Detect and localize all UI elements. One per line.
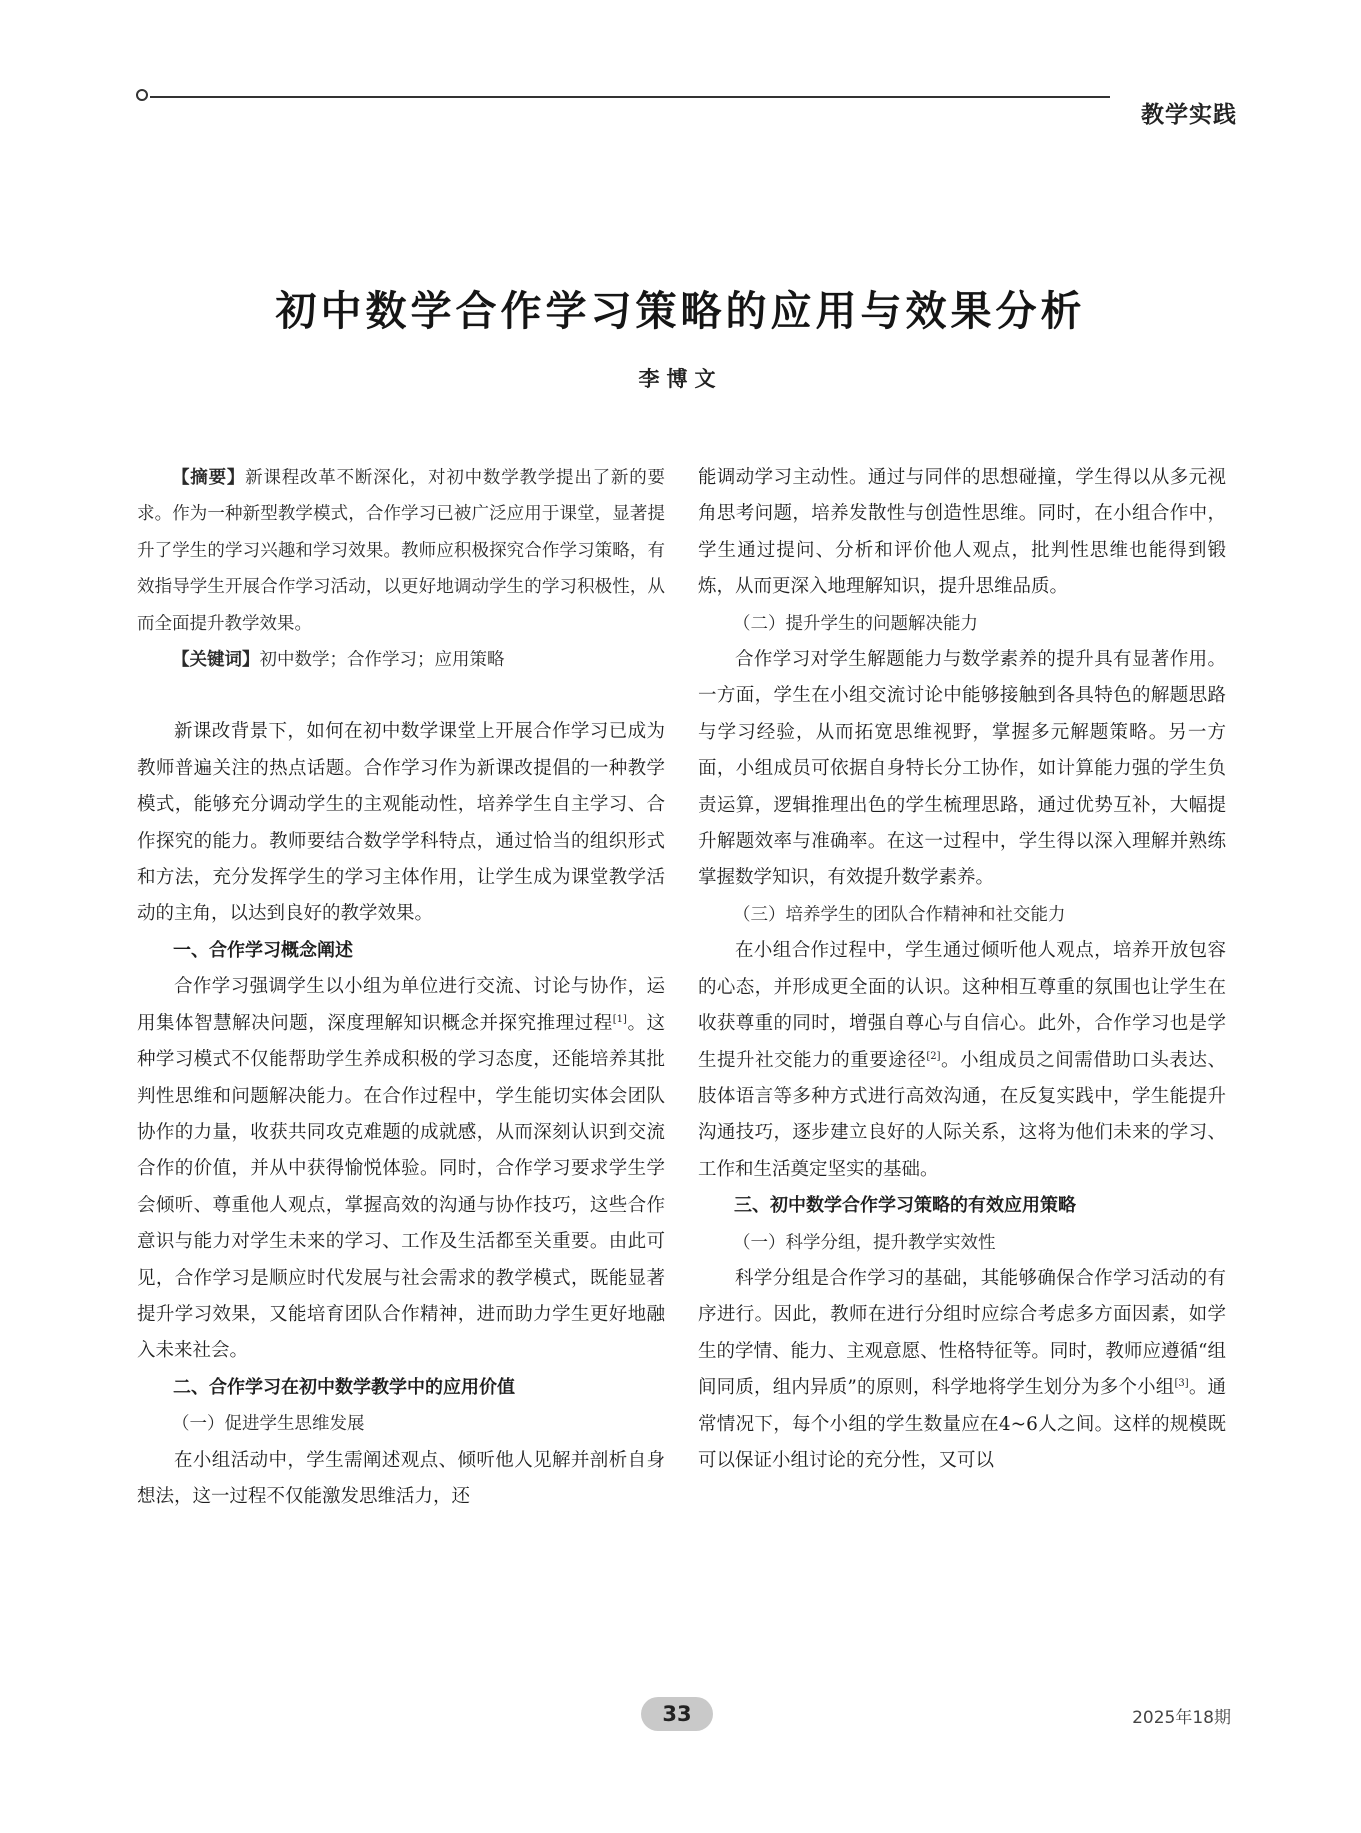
subheading-2-3: （三）培养学生的团队合作精神和社交能力	[733, 904, 1066, 925]
abstract-text: 新课程改革不断深化，对初中数学教学提出了新的要求。作为一种新型教学模式，合作学习已被广泛应用于课堂，显著提升了学生的学习兴趣和学习效果。教师应积极探究合作学习策略，有效指导学生开展合作学习活动，以更好地调动学生的学习积极性，从而全面提升教学效果。	[137, 468, 666, 634]
issue-label: 2025年18期	[1132, 1708, 1231, 1728]
keywords-text: 初中数学；合作学习；应用策略	[259, 650, 505, 671]
header-circle-ornament	[136, 89, 148, 101]
heading-section-1: 一、合作学习概念阐述	[173, 939, 353, 961]
article-author: 李博文	[638, 366, 723, 391]
right-column	[698, 460, 1226, 1479]
citation-3[interactable]: [3]	[1174, 1378, 1189, 1390]
subheading-2-1: （一）促进学生思维发展	[172, 1414, 365, 1435]
paragraph-text: 合作学习强调学生以小组为单位进行交流、讨论与协作，运用集体智慧解决问题，深度理解知识概念并探究推理过程	[137, 976, 665, 1034]
paragraph-section-1	[137, 969, 665, 1369]
keywords-label: 【关键词】	[172, 650, 260, 671]
subheading-2-2: （二）提升学生的问题解决能力	[733, 613, 978, 634]
abstract-label: 【摘要】	[172, 468, 246, 488]
section-label: 教学实践	[1141, 102, 1237, 128]
paragraph-text: 。这种学习模式不仅能帮助学生养成积极的学习态度，还能培养其批判性思维和问题解决能力。在合作过程中，学生能切实体会团队协作的力量，收获共同攻克难题的成就感，从而深刻认识到交流合作的价值，并从中获得愉悦体验。同时，合作学习要求学生学会倾听、尊重他人观点，掌握高效的沟通与协作技巧，这些合作意识与能力对学生未来的学习、工作及生活都至关重要。由此可见，合作学习是顺应时代发展与社会需求的教学模式，既能显著提升学习效果，又能培育团队合作精神，进而助力学生更好地融入未来社会。	[137, 1012, 665, 1362]
spacer	[137, 678, 665, 714]
paragraph-text: 科学分组是合作学习的基础，其能够确保合作学习活动的有序进行。因此，教师在进行分组时应综合考虑多方面因素，如学生的学情、能力、主观意愿、性格特征等。同时，教师应遵循“组间同质，组内异质”的原则，科学地将学生划分为多个小组	[698, 1267, 1226, 1399]
citation-2[interactable]: [2]	[926, 1050, 941, 1062]
paragraph-3-1	[698, 1261, 1226, 1479]
abstract	[137, 460, 665, 642]
paragraph-2-1-continued: 能调动学习主动性。通过与同伴的思想碰撞，学生得以从多元视角思考问题，培养发散性与创造性思维。同时，在小组合作中，学生通过提问、分析和评价他人观点，批判性思维也能得到锻炼，从而更深入地理解知识，提升思维品质。	[698, 467, 1226, 598]
left-column	[137, 460, 665, 1515]
citation-1[interactable]: [1]	[612, 1013, 627, 1025]
keywords	[137, 642, 665, 678]
paragraph-2-2: 合作学习对学生解题能力与数学素养的提升具有显著作用。一方面，学生在小组交流讨论中能够接触到各具特色的解题思路与学习经验，从而拓宽思维视野，掌握多元解题策略。另一方面，小组成员可依据自身特长分工协作，如计算能力强的学生负责运算，逻辑推理出色的学生梳理思路，通过优势互补，大幅提升解题效率与准确率。在这一过程中，学生得以深入理解并熟练掌握数学知识，有效提升数学素养。	[698, 649, 1226, 889]
heading-section-2: 二、合作学习在初中数学教学中的应用价值	[173, 1376, 515, 1398]
intro-paragraph: 新课改背景下，如何在初中数学课堂上开展合作学习已成为教师普遍关注的热点话题。合作学习作为新课改提倡的一种教学模式，能够充分调动学生的主观能动性，培养学生自主学习、合作探究的能力。教师要结合数学学科特点，通过恰当的组织形式和方法，充分发挥学生的学习主体作用，让学生成为课堂教学活动的主角，以达到良好的教学效果。	[137, 721, 665, 925]
page-number: 33	[641, 1697, 713, 1731]
subheading-3-1: （一）科学分组，提升教学实效性	[733, 1232, 996, 1253]
paragraph-2-3	[698, 933, 1226, 1188]
paragraph-text: 在小组合作过程中，学生通过倾听他人观点，培养开放包容的心态，并形成更全面的认识。这种相互尊重的氛围也让学生在收获尊重的同时，增强自尊心与自信心。此外，合作学习也是学生提升社交能力的重要途径	[698, 940, 1226, 1071]
article-title: 初中数学合作学习策略的应用与效果分析	[275, 287, 1086, 335]
paragraph-text: 。小组成员之间需借助口头表达、肢体语言等多种方式进行高效沟通，在反复实践中，学生能提升沟通技巧，逐步建立良好的人际关系，这将为他们未来的学习、工作和生活奠定坚实的基础。	[698, 1049, 1226, 1180]
heading-section-3: 三、初中数学合作学习策略的有效应用策略	[734, 1195, 1076, 1217]
paragraph-2-1: 在小组活动中，学生需阐述观点、倾听他人见解并剖析自身想法，这一过程不仅能激发思维活力，还	[137, 1449, 665, 1507]
paragraph-text: 。通常情况下，每个小组的学生数量应在4~6人之间。这样的规模既可以保证小组讨论的充分性，又可以	[698, 1377, 1226, 1471]
header-rule	[150, 96, 1110, 98]
